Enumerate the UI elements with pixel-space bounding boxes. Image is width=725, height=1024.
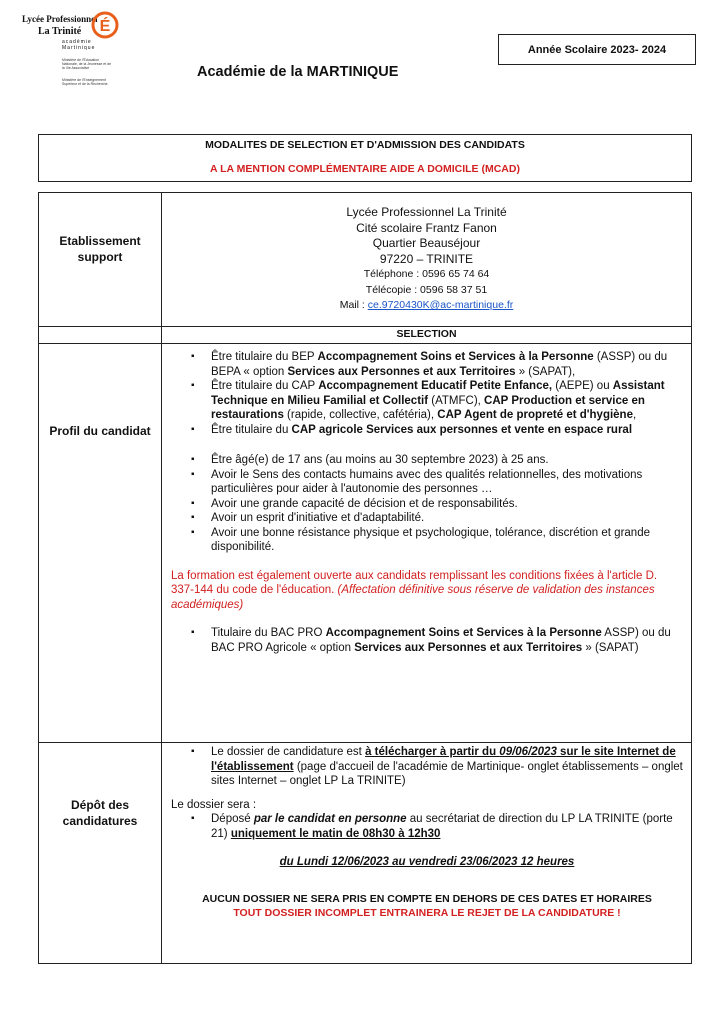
label-depot: Dépôt des candidatures <box>62 798 138 828</box>
list-item: ▪ Être titulaire du CAP Accompagnement Educatif Petite Enfance, (AEPE) ou Assistant Technique en Milieu Familial et Collectif (ATMFC), CAP Production et service en restaurations (rapide, collective, cafétéria), CAP Agent de propreté et d'hygiène, <box>171 379 683 423</box>
list-item: ▪ Avoir un esprit d'initiative et d'adaptabilité. <box>171 511 683 526</box>
school-city: 97220 – TRINITE <box>379 251 474 266</box>
school-phone: Téléphone : 0596 65 74 64 <box>363 268 490 280</box>
school-name: Lycée Professionnel La Trinité <box>346 205 507 219</box>
title-modalites: MODALITES DE SELECTION ET D'ADMISSION DES CANDIDATS <box>205 139 525 151</box>
list-item: ▪ Être titulaire du BEP Accompagnement Soins et Services à la Personne (ASSP) ou du BEPA « option Services aux Personnes et aux Territoires » (SAPAT), <box>171 350 683 379</box>
list-item: ▪ Être titulaire du CAP agricole Services aux personnes et vente en espace rural <box>171 423 683 438</box>
list-item: ▪ Avoir le Sens des contacts humains avec des qualités relationnelles, des motivations particulières pour aider à l'autonomie des personnes … <box>171 468 683 497</box>
school-quartier: Quartier Beauséjour <box>372 236 481 250</box>
logo-ministry1: Ministère de l'Éducation Nationale, de la Jeunesse et de la Vie Associative <box>62 58 112 70</box>
school-fax: Télécopie : 0596 58 37 51 <box>365 283 488 296</box>
list-item: ▪ Titulaire du BAC PRO Accompagnement Soins et Services à la Personne ASSP) ou du BAC PRO Agricole « option Services aux Personnes et aux Territoires » (SAPAT) <box>171 626 683 655</box>
title-mcad: A LA MENTION COMPLÉMENTAIRE AIDE A DOMICILE (MCAD) <box>210 163 520 175</box>
mail-label: Mail : <box>339 299 368 311</box>
row-divider <box>39 326 691 327</box>
logo-e-emblem-icon <box>90 10 120 40</box>
list-item: ▪ Déposé par le candidat en personne au secrétariat de direction du LP LA TRINITE (porte 21) uniquement le matin de 08h30 à 12h30 <box>171 812 683 841</box>
row-divider <box>39 343 691 344</box>
profil-content <box>171 350 683 655</box>
school-mail-row <box>162 298 691 314</box>
label-etablissement: Etablissement support <box>59 234 141 264</box>
school-logo <box>22 8 122 103</box>
school-cite: Cité scolaire Frantz Fanon <box>356 220 497 235</box>
label-profil: Profil du candidat <box>49 424 151 438</box>
selection-heading: SELECTION <box>396 328 457 340</box>
list-item: ▪ Le dossier de candidature est à télécharger à partir du 09/06/2023 sur le site Internet de l'établissement (page d'accueil de l'académie de Martinique- onglet établissements – onglet sites Internet – onglet LP La TRINITE) <box>171 745 683 789</box>
row-divider <box>39 742 691 743</box>
school-address <box>162 205 691 314</box>
logo-letter: É <box>99 18 111 35</box>
deadline-warning: AUCUN DOSSIER NE SERA PRIS EN COMPTE EN DEHORS DE CES DATES ET HORAIRES <box>202 892 652 905</box>
list-item: ▪ Avoir une bonne résistance physique et psychologique, tolérance, discrétion et grande disponibilité. <box>171 526 683 555</box>
logo-line3: académie <box>62 39 92 45</box>
title-box <box>38 134 692 182</box>
school-year-box: Année Scolaire 2023- 2024 <box>498 34 696 65</box>
list-item: ▪ Avoir une grande capacité de décision et de responsabilités. <box>171 497 683 512</box>
info-table <box>38 192 692 964</box>
deposit-dates: du Lundi 12/06/2023 au vendredi 23/06/2023 12 heures <box>279 856 575 868</box>
logo-line1: Lycée Professionnel <box>22 14 98 24</box>
logo-ministry2: Ministère de l'Enseignement Supérieur et de la Recherche <box>62 78 108 86</box>
logo-line4: Martinique <box>62 45 96 51</box>
academie-title: Académie de la MARTINIQUE <box>197 64 399 80</box>
depot-content <box>171 745 683 921</box>
logo-line2: La Trinité <box>38 26 82 37</box>
list-item: ▪ Être âgé(e) de 17 ans (au moins au 30 septembre 2023) à 25 ans. <box>171 453 683 468</box>
dossier-sera: Le dossier sera : <box>171 798 257 811</box>
mail-link[interactable]: ce.9720430K@ac-martinique.fr <box>367 299 514 311</box>
alt-condition-note: La formation est également ouverte aux candidats remplissant les conditions fixées à l'article D. 337-144 du code de l'éducation. (Affectation définitive sous réserve de validation des instances académiques) <box>171 569 658 611</box>
incomplete-warning: TOUT DOSSIER INCOMPLET ENTRAINERA LE REJET DE LA CANDIDATURE ! <box>233 907 621 919</box>
